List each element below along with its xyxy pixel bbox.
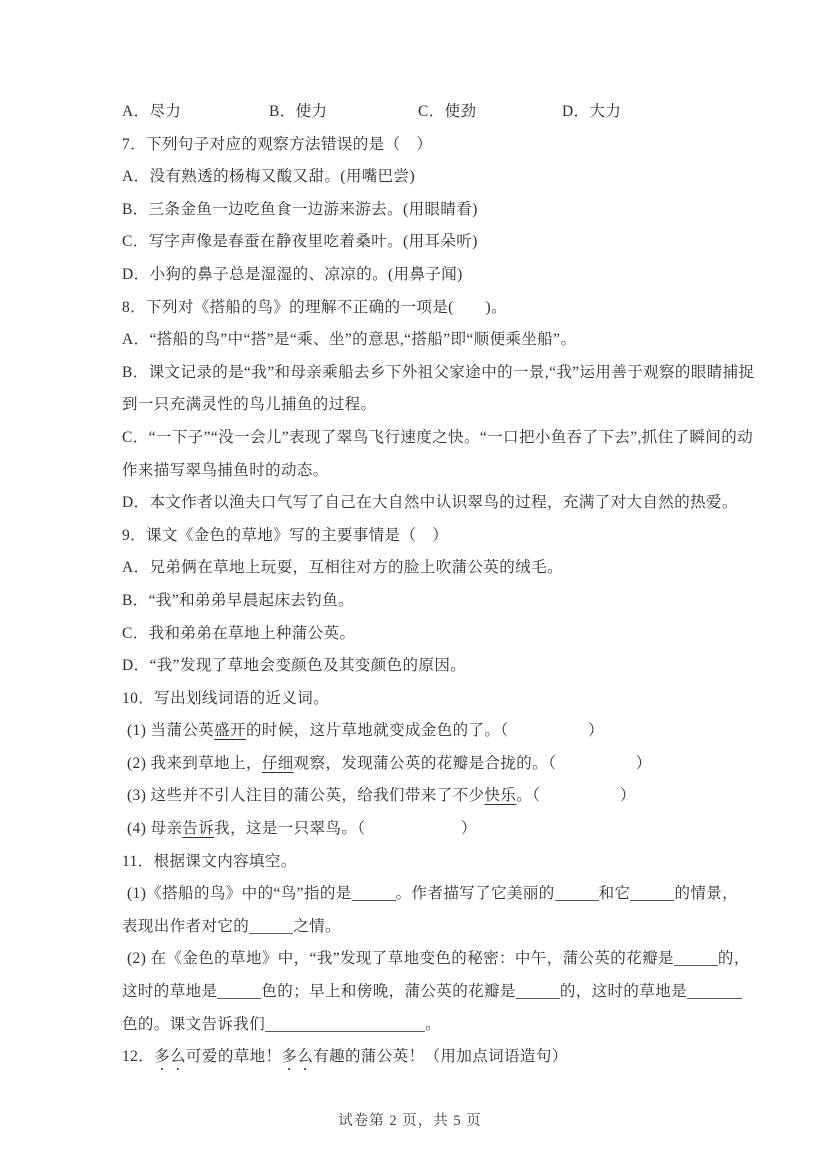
answer-blank [516, 985, 560, 999]
q10-item-4 [122, 813, 714, 846]
text-segment: 表现出作者对它的 [122, 917, 250, 935]
text-segment: 观察，发现蒲公英的花瓣是合拢的。（ ） [293, 754, 652, 772]
answer-blank [555, 887, 599, 901]
text-segment: 。 [425, 1015, 442, 1033]
q7-option-d [122, 259, 714, 292]
text-segment: B．“我”和弟弟早晨起床去钓鱼。 [122, 591, 354, 609]
document-body [122, 96, 755, 1074]
q6-options-row [122, 96, 714, 129]
option-a: A．尽力 [122, 103, 182, 120]
text-segment: 我，这是一只翠鸟。（ ） [214, 820, 477, 838]
q11-item-2-line1 [122, 943, 750, 976]
q10-item-2 [122, 748, 714, 781]
text-segment: 的情景， [674, 885, 739, 903]
text-segment: B．三条金鱼一边吃鱼食一边游来游去。(用眼睛看) [122, 200, 478, 218]
text-segment: 之情。 [293, 917, 341, 935]
q7-option-b [122, 194, 714, 227]
answer-blank [674, 952, 718, 966]
text-segment: 的， [717, 950, 750, 968]
q11-item-1-line1 [122, 878, 739, 911]
answer-blank [249, 920, 293, 934]
text-segment: 的时候，这片草地就变成金色的了。（ ） [245, 722, 604, 740]
answer-blank [687, 985, 742, 999]
answer-blank [265, 1018, 425, 1032]
text-segment: (1) 当蒲公英 [127, 722, 215, 740]
text-segment: D．小狗的鼻子总是湿湿的、凉凉的。(用鼻子闻) [122, 265, 463, 283]
text-segment: 12． [122, 1048, 155, 1066]
underlined-word: 仔细 [261, 754, 294, 772]
text-segment: C．写字声像是春蚕在静夜里吃着桑叶。(用耳朵听) [122, 233, 478, 251]
answer-blank [217, 985, 261, 999]
q7-option-a [122, 161, 714, 194]
text-segment: A．没有熟透的杨梅又酸又甜。(用嘴巴尝) [122, 168, 416, 186]
text-segment: 有趣的蒲公英！（用加点词语造句） [313, 1048, 568, 1066]
text-segment: 这时的草地是 [122, 983, 218, 1001]
q11-item-2-line3 [122, 1009, 714, 1042]
q12-stem [122, 1041, 714, 1074]
option-c: C．使劲 [418, 103, 477, 120]
q9-option-b [122, 585, 714, 618]
q9-option-d [122, 650, 714, 683]
q10-item-3 [122, 780, 714, 813]
q11-item-1-line2 [122, 911, 714, 944]
text-segment: 8．下列对《搭船的鸟》的理解不正确的一项是( )。 [122, 298, 507, 316]
underlined-word: 快乐 [484, 787, 517, 805]
text-segment: D．本文作者以渔夫口气写了自己在大自然中认识翠鸟的过程，充满了对大自然的热爱。 [122, 494, 738, 512]
text-segment: C．我和弟弟在草地上种蒲公英。 [122, 624, 356, 642]
text-segment: (1)《搭船的鸟》中的“鸟”指的是 [127, 885, 352, 903]
text-segment: 10．写出划线词语的近义词。 [122, 689, 330, 707]
text-segment: A．“搭船的鸟”中“搭”是“乘、坐”的意思,“搭船”即“顺便乘坐船”。 [122, 331, 577, 349]
text-segment: 9．课文《金色的草地》写的主要事情是（ ） [122, 526, 449, 544]
text-segment: (3) 这些并不引人注目的蒲公英，给我们带来了不少 [127, 787, 485, 805]
q8-option-b-line2 [122, 389, 714, 422]
text-segment: 的，这时的草地是 [559, 983, 688, 1001]
q7-stem [122, 129, 714, 162]
q11-item-2-line2 [122, 976, 714, 1009]
q8-stem [122, 292, 714, 325]
text-segment: C．“一下子”“没一会儿”表现了翠鸟飞行速度之快。“一口把小鱼吞了下去”,抓住了瞬间的动 [122, 428, 754, 446]
text-segment: 可爱的草地！ [186, 1048, 282, 1066]
option-d: D．大力 [562, 103, 622, 120]
text-segment: (4) 母亲 [127, 820, 183, 838]
q9-stem [122, 520, 714, 553]
text-segment: B．课文记录的是“我”和母亲乘船去乡下外祖父家途中的一景,“我”运用善于观察的眼睛捕捉 [122, 363, 755, 381]
emphasized-word: 多么 [154, 1048, 187, 1066]
underlined-word: 盛开 [214, 722, 246, 740]
q9-option-a [122, 552, 714, 585]
text-segment: 11．根据课文内容填空。 [122, 852, 297, 870]
text-segment: 。（ ） [516, 787, 636, 805]
q8-option-c-line1 [122, 422, 754, 455]
q8-option-d [122, 487, 738, 520]
q9-option-c [122, 618, 714, 651]
q11-stem [122, 846, 714, 879]
q8-option-b-line1 [122, 357, 755, 390]
text-segment: 色的。课文告诉我们 [122, 1015, 266, 1033]
underlined-word: 告诉 [182, 820, 215, 838]
page-footer: 试卷第 2 页，共 5 页 [338, 1113, 482, 1129]
emphasized-word: 多么 [281, 1048, 314, 1066]
answer-blank [352, 887, 396, 901]
q10-stem [122, 683, 714, 716]
option-b: B．使力 [269, 103, 328, 120]
text-segment: A．兄弟俩在草地上玩耍，互相往对方的脸上吹蒲公英的绒毛。 [122, 559, 563, 577]
q7-option-c [122, 226, 714, 259]
text-segment: 和它 [598, 885, 631, 903]
text-segment: 。作者描写了它美丽的 [395, 885, 555, 903]
text-segment: 到一只充满灵性的鸟儿捕鱼的过程。 [122, 396, 377, 414]
q8-option-a [122, 324, 714, 357]
text-segment: 色的；早上和傍晚，蒲公英的花瓣是 [261, 983, 516, 1001]
text-segment: (2) 在《金色的草地》中，“我”发现了草地变色的秘密：中午，蒲公英的花瓣是 [127, 950, 674, 968]
text-segment: D．“我”发现了草地会变颜色及其变颜色的原因。 [122, 657, 467, 675]
text-segment: (2) 我来到草地上， [127, 754, 262, 772]
text-segment: 作来描写翠鸟捕鱼时的动态。 [122, 461, 329, 479]
text-segment: 7．下列句子对应的观察方法错误的是（ ） [122, 135, 433, 153]
q8-option-c-line2 [122, 455, 714, 488]
q10-item-1 [122, 715, 714, 748]
answer-blank [630, 887, 674, 901]
